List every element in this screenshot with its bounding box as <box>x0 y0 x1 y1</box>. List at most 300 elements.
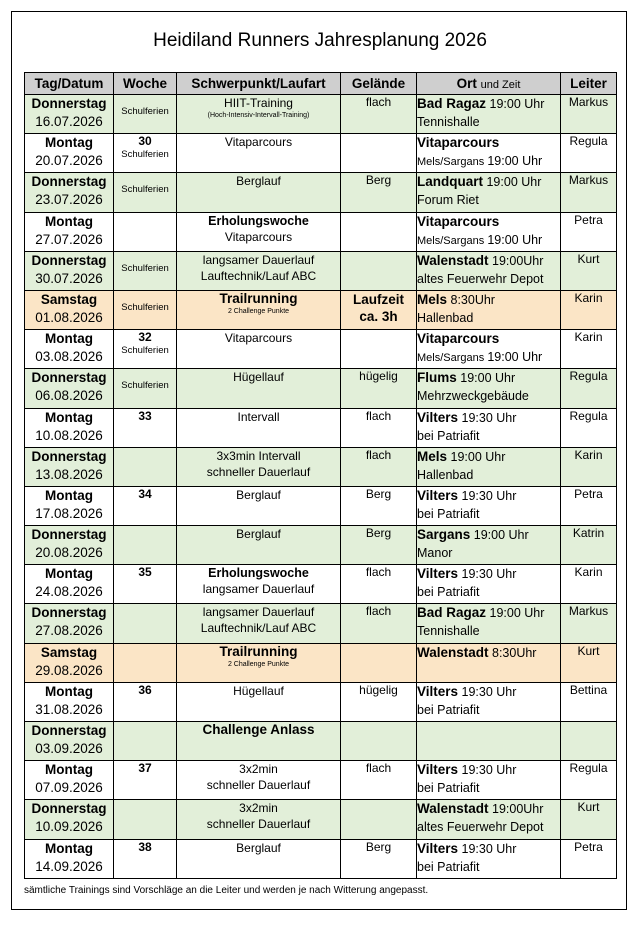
date: 29.08.2026 <box>35 662 103 678</box>
weekday: Montag <box>45 840 93 856</box>
header-ort-label: Ort <box>456 76 477 91</box>
location-cell <box>417 526 561 565</box>
table-row <box>25 251 617 290</box>
location-detail-text: Mels/Sargans <box>417 156 485 169</box>
focus-note: 2 Challenge Punkte <box>227 307 290 315</box>
terrain-cell <box>341 173 417 212</box>
date: 13.08.2026 <box>35 466 103 482</box>
location-cell <box>417 800 561 839</box>
terrain: flach <box>365 447 392 462</box>
date: 03.09.2026 <box>35 741 103 756</box>
date-cell <box>25 408 114 447</box>
start-time: 19:00 Uhr <box>486 175 542 190</box>
terrain-cell <box>341 800 417 839</box>
focus-cell <box>177 134 341 173</box>
location-cell <box>417 95 561 134</box>
date: 06.08.2026 <box>35 388 103 404</box>
leader-cell <box>561 330 617 369</box>
weekday: Samstag <box>40 644 98 660</box>
location-line <box>417 252 560 270</box>
leader-name: Bettina <box>569 682 608 697</box>
location-line <box>417 409 560 427</box>
location-cell <box>417 682 561 721</box>
focus-cell <box>177 212 341 251</box>
terrain: Berg <box>365 486 392 501</box>
start-time: 19:00 Uhr <box>487 154 543 169</box>
terrain-cell <box>341 95 417 134</box>
focus-cell <box>177 643 341 682</box>
location-cell <box>417 839 561 878</box>
weekday: Donnerstag <box>31 605 107 621</box>
location-line <box>417 644 560 662</box>
focus-line: schneller Dauerlauf <box>206 464 311 479</box>
start-time: 19:00 Uhr <box>460 371 516 386</box>
date: 27.07.2026 <box>35 231 103 247</box>
week-cell <box>114 330 177 369</box>
location-detail <box>417 466 560 484</box>
holiday-note: Schulferien <box>121 106 169 117</box>
leader-cell <box>561 486 617 525</box>
leader-name: Kurt <box>577 251 600 266</box>
location-detail <box>417 309 560 327</box>
leader-cell <box>561 761 617 800</box>
location-name: Vilters <box>417 409 459 425</box>
week-number: 30 <box>138 134 152 149</box>
focus-cell <box>177 408 341 447</box>
start-time: 19:00 Uhr <box>487 350 543 365</box>
location-detail <box>417 191 560 209</box>
table-row <box>25 761 617 800</box>
location-detail <box>417 583 560 601</box>
focus-title: Trailrunning <box>219 643 298 659</box>
week-cell <box>114 722 177 761</box>
focus-line: 3x2min <box>239 762 278 777</box>
location-detail-text: Mels/Sargans <box>417 352 485 365</box>
table-row <box>25 290 617 329</box>
leader-name: Regula <box>569 761 608 776</box>
focus-line: Berglauf <box>236 840 281 855</box>
terrain: Berg <box>365 173 392 188</box>
location-detail <box>417 231 560 250</box>
location-detail-text: bei Patriafit <box>417 585 480 600</box>
date-cell <box>25 761 114 800</box>
leader-name: Petra <box>574 486 603 501</box>
table-row <box>25 369 617 408</box>
terrain-cell <box>341 408 417 447</box>
location-cell <box>417 643 561 682</box>
leader-cell <box>561 251 617 290</box>
focus-line: langsamer Dauerlauf <box>202 252 315 267</box>
focus-cell <box>177 447 341 486</box>
date: 10.08.2026 <box>35 427 103 443</box>
start-time: 19:30 Uhr <box>461 410 517 425</box>
focus-cell <box>177 682 341 721</box>
leader-name: Karin <box>574 290 603 305</box>
leader-name: Regula <box>569 134 608 149</box>
location-cell <box>417 330 561 369</box>
leader-cell <box>561 408 617 447</box>
date-cell <box>25 722 114 761</box>
start-time: 19:00Uhr <box>492 802 544 817</box>
leader-cell <box>561 173 617 212</box>
date-cell <box>25 682 114 721</box>
header-leiter: Leiter <box>561 73 617 95</box>
terrain-line: ca. 3h <box>359 308 398 324</box>
focus-line: Hügellauf <box>233 370 284 385</box>
date-cell <box>25 526 114 565</box>
weekday: Montag <box>45 213 93 229</box>
header-woche: Woche <box>114 73 177 95</box>
location-line <box>417 800 560 818</box>
leader-name: Karin <box>574 447 603 462</box>
location-detail <box>417 427 560 445</box>
week-cell <box>114 212 177 251</box>
leader-name: Markus <box>568 95 609 109</box>
location-detail <box>417 858 560 876</box>
location-cell <box>417 604 561 643</box>
focus-line: Vitaparcours <box>224 331 293 346</box>
focus-note: 2 Challenge Punkte <box>227 660 290 668</box>
date-cell <box>25 212 114 251</box>
table-row <box>25 486 617 525</box>
location-line <box>417 840 560 858</box>
date-cell <box>25 251 114 290</box>
focus-cell <box>177 722 341 761</box>
week-cell <box>114 682 177 721</box>
location-line <box>417 369 560 387</box>
terrain-cell <box>341 290 417 329</box>
location-cell <box>417 212 561 251</box>
location-detail-text: Hallenbad <box>417 310 474 325</box>
leader-cell <box>561 800 617 839</box>
header-ort-suffix: und Zeit <box>480 79 521 91</box>
location-name: Landquart <box>417 174 483 190</box>
terrain-cell <box>341 604 417 643</box>
weekday: Montag <box>45 683 93 699</box>
focus-line: schneller Dauerlauf <box>206 778 311 793</box>
location-name: Vilters <box>417 762 459 778</box>
location-detail <box>417 152 560 171</box>
terrain-cell <box>341 722 417 761</box>
location-detail-text: bei Patriafit <box>417 506 480 521</box>
table-row <box>25 800 617 839</box>
week-number: 36 <box>138 682 152 697</box>
leader-name: Regula <box>569 369 608 384</box>
holiday-note: Schulferien <box>121 262 169 274</box>
location-name: Sargans <box>417 527 471 543</box>
week-cell <box>114 565 177 604</box>
location-name: Vilters <box>417 840 459 856</box>
weekday: Donnerstag <box>31 723 107 738</box>
focus-line: Lauftechnik/Lauf ABC <box>200 268 317 283</box>
focus-title: Erholungswoche <box>208 213 309 228</box>
leader-cell <box>561 134 617 173</box>
start-time: 19:00 Uhr <box>450 449 506 464</box>
weekday: Donnerstag <box>31 370 107 386</box>
date: 31.08.2026 <box>35 701 103 717</box>
table-row <box>25 330 617 369</box>
location-line <box>417 448 560 466</box>
terrain: flach <box>365 761 392 776</box>
location-detail <box>417 387 560 405</box>
leader-name: Markus <box>568 173 609 188</box>
week-cell <box>114 134 177 173</box>
location-cell <box>417 565 561 604</box>
table-row <box>25 447 617 486</box>
date-cell <box>25 839 114 878</box>
table-row <box>25 722 617 761</box>
start-time: 19:30 Uhr <box>461 841 517 856</box>
terrain-cell <box>341 486 417 525</box>
location-name: Walenstadt <box>417 801 489 817</box>
location-detail-text: altes Feuerwehr Depot <box>417 271 544 286</box>
location-cell <box>417 408 561 447</box>
week-cell <box>114 408 177 447</box>
date-cell <box>25 95 114 134</box>
focus-cell <box>177 839 341 878</box>
leader-name: Karin <box>574 565 603 580</box>
week-cell <box>114 800 177 839</box>
location-line <box>417 604 560 622</box>
weekday: Montag <box>45 135 93 151</box>
table-row <box>25 95 617 134</box>
table-row <box>25 643 617 682</box>
table-body <box>25 95 617 879</box>
date: 30.07.2026 <box>35 270 103 286</box>
week-cell <box>114 839 177 878</box>
terrain: flach <box>365 95 392 109</box>
focus-cell <box>177 761 341 800</box>
location-line <box>417 487 560 505</box>
leader-cell <box>561 95 617 134</box>
holiday-note: Schulferien <box>121 184 169 196</box>
date-cell <box>25 486 114 525</box>
weekday: Donnerstag <box>31 96 107 111</box>
header-gelaende: Gelände <box>341 73 417 95</box>
terrain-cell <box>341 565 417 604</box>
date: 20.07.2026 <box>35 153 103 169</box>
week-cell <box>114 447 177 486</box>
terrain-cell <box>341 643 417 682</box>
weekday: Donnerstag <box>31 448 107 464</box>
table-row <box>25 526 617 565</box>
focus-title: Challenge Anlass <box>202 722 315 737</box>
weekday: Donnerstag <box>31 252 107 268</box>
date-cell <box>25 290 114 329</box>
start-time: 8:30Uhr <box>450 292 495 307</box>
location-cell <box>417 290 561 329</box>
leader-name: Katrin <box>572 526 605 541</box>
location-name: Vitaparcours <box>417 135 500 151</box>
terrain: hügelig <box>359 682 398 697</box>
table-row <box>25 212 617 251</box>
date: 10.09.2026 <box>35 819 103 835</box>
weekday: Donnerstag <box>31 801 107 817</box>
focus-line: Berglauf <box>236 174 281 189</box>
start-time: 19:00 Uhr <box>473 528 529 543</box>
table-row <box>25 565 617 604</box>
week-cell <box>114 95 177 134</box>
location-detail-text: Mels/Sargans <box>417 234 485 247</box>
location-line <box>417 526 560 544</box>
week-cell <box>114 251 177 290</box>
terrain-cell <box>341 251 417 290</box>
location-line <box>417 683 560 701</box>
table-row <box>25 134 617 173</box>
week-number: 35 <box>138 565 152 580</box>
location-detail <box>417 544 560 562</box>
leader-cell <box>561 565 617 604</box>
leader-cell <box>561 290 617 329</box>
week-number: 37 <box>138 761 152 776</box>
start-time: 8:30Uhr <box>492 645 537 660</box>
start-time: 19:00Uhr <box>492 253 544 268</box>
terrain-cell <box>341 212 417 251</box>
header-schwerpunkt: Schwerpunkt/Laufart <box>177 73 341 95</box>
location-detail-text: altes Feuerwehr Depot <box>417 820 544 835</box>
week-cell <box>114 643 177 682</box>
week-cell <box>114 526 177 565</box>
date-cell <box>25 447 114 486</box>
holiday-note: Schulferien <box>121 345 169 357</box>
start-time: 19:30 Uhr <box>461 763 517 778</box>
start-time: 19:00 Uhr <box>489 606 545 621</box>
focus-line: Intervall <box>237 409 280 424</box>
holiday-note: Schulferien <box>121 301 169 313</box>
location-detail-text: Manor <box>417 546 453 561</box>
table-row <box>25 839 617 878</box>
focus-cell <box>177 173 341 212</box>
location-line <box>417 213 560 231</box>
holiday-note: Schulferien <box>121 380 169 392</box>
location-detail <box>417 779 560 797</box>
leader-name: Karin <box>574 330 603 345</box>
week-cell <box>114 290 177 329</box>
location-name: Mels <box>417 448 448 464</box>
focus-line: Vitaparcours <box>224 229 293 244</box>
date: 24.08.2026 <box>35 584 103 600</box>
weekday: Montag <box>45 487 93 503</box>
date-cell <box>25 565 114 604</box>
holiday-note: Schulferien <box>121 149 169 161</box>
date: 17.08.2026 <box>35 505 103 521</box>
location-name: Vilters <box>417 683 459 699</box>
date-cell <box>25 330 114 369</box>
location-detail-text: bei Patriafit <box>417 428 480 443</box>
location-name: Walenstadt <box>417 644 489 660</box>
location-detail-text: Forum Riet <box>417 193 479 208</box>
weekday: Samstag <box>40 291 98 307</box>
leader-cell <box>561 722 617 761</box>
leader-name: Petra <box>574 839 603 854</box>
focus-line: Lauftechnik/Lauf ABC <box>200 621 317 636</box>
location-name: Bad Ragaz <box>417 96 487 111</box>
weekday: Montag <box>45 331 93 347</box>
terrain-cell <box>341 526 417 565</box>
date-cell <box>25 800 114 839</box>
location-detail <box>417 505 560 523</box>
terrain-cell <box>341 369 417 408</box>
focus-line: HIIT-Training <box>224 96 293 110</box>
location-detail-text: bei Patriafit <box>417 702 480 717</box>
focus-line: langsamer Dauerlauf <box>202 605 315 620</box>
terrain-line: Laufzeit <box>352 291 404 307</box>
terrain: flach <box>365 565 392 580</box>
weekday: Montag <box>45 566 93 582</box>
location-line <box>417 330 560 348</box>
focus-note: (Hoch-Intensiv-Intervall-Training) <box>207 112 310 119</box>
location-line <box>417 291 560 309</box>
date: 14.09.2026 <box>35 858 103 874</box>
focus-cell <box>177 330 341 369</box>
focus-line: Berglauf <box>236 527 281 542</box>
weekday: Montag <box>45 762 93 778</box>
table-row <box>25 173 617 212</box>
location-cell <box>417 251 561 290</box>
location-detail <box>417 113 560 131</box>
table-row <box>25 408 617 447</box>
focus-line: 3x2min <box>239 801 278 816</box>
location-detail-text: bei Patriafit <box>417 859 480 874</box>
date-cell <box>25 369 114 408</box>
terrain: hügelig <box>359 369 398 384</box>
location-name: Walenstadt <box>417 252 489 268</box>
location-cell <box>417 761 561 800</box>
terrain-cell <box>341 134 417 173</box>
focus-title: Erholungswoche <box>208 566 309 581</box>
location-detail <box>417 270 560 288</box>
date: 20.08.2026 <box>35 545 103 561</box>
leader-name: Markus <box>568 604 609 619</box>
focus-line: langsamer Dauerlauf <box>202 582 315 597</box>
terrain-cell <box>341 330 417 369</box>
terrain-cell <box>341 447 417 486</box>
location-detail-text: Mehrzweckgebäude <box>417 389 529 404</box>
location-cell <box>417 134 561 173</box>
date: 23.07.2026 <box>35 192 103 208</box>
weekday: Montag <box>45 409 93 425</box>
location-name: Bad Ragaz <box>417 605 487 621</box>
date: 27.08.2026 <box>35 623 103 639</box>
week-cell <box>114 486 177 525</box>
leader-cell <box>561 682 617 721</box>
date-cell <box>25 643 114 682</box>
location-name: Vitaparcours <box>417 331 500 347</box>
week-cell <box>114 369 177 408</box>
start-time: 19:00 Uhr <box>487 232 543 247</box>
table-header-row <box>25 73 617 95</box>
leader-cell <box>561 604 617 643</box>
leader-name: Kurt <box>577 800 600 815</box>
terrain: Berg <box>365 526 392 541</box>
footer-note: sämtliche Trainings sind Vorschläge an die Leiter und werden je nach Witterung angepasst. <box>24 885 429 896</box>
location-detail <box>417 818 560 836</box>
leader-name: Petra <box>574 212 603 227</box>
location-line <box>417 761 560 779</box>
start-time: 19:30 Uhr <box>461 684 517 699</box>
date: 03.08.2026 <box>35 349 103 365</box>
start-time: 19:30 Uhr <box>461 567 517 582</box>
location-line <box>417 565 560 583</box>
location-detail-text: Hallenbad <box>417 467 474 482</box>
page-title: Heidiland Runners Jahresplanung 2026 <box>153 30 487 51</box>
location-cell <box>417 369 561 408</box>
date: 07.09.2026 <box>35 780 103 796</box>
focus-cell <box>177 486 341 525</box>
week-cell <box>114 173 177 212</box>
date: 16.07.2026 <box>35 114 103 129</box>
terrain-cell <box>341 761 417 800</box>
